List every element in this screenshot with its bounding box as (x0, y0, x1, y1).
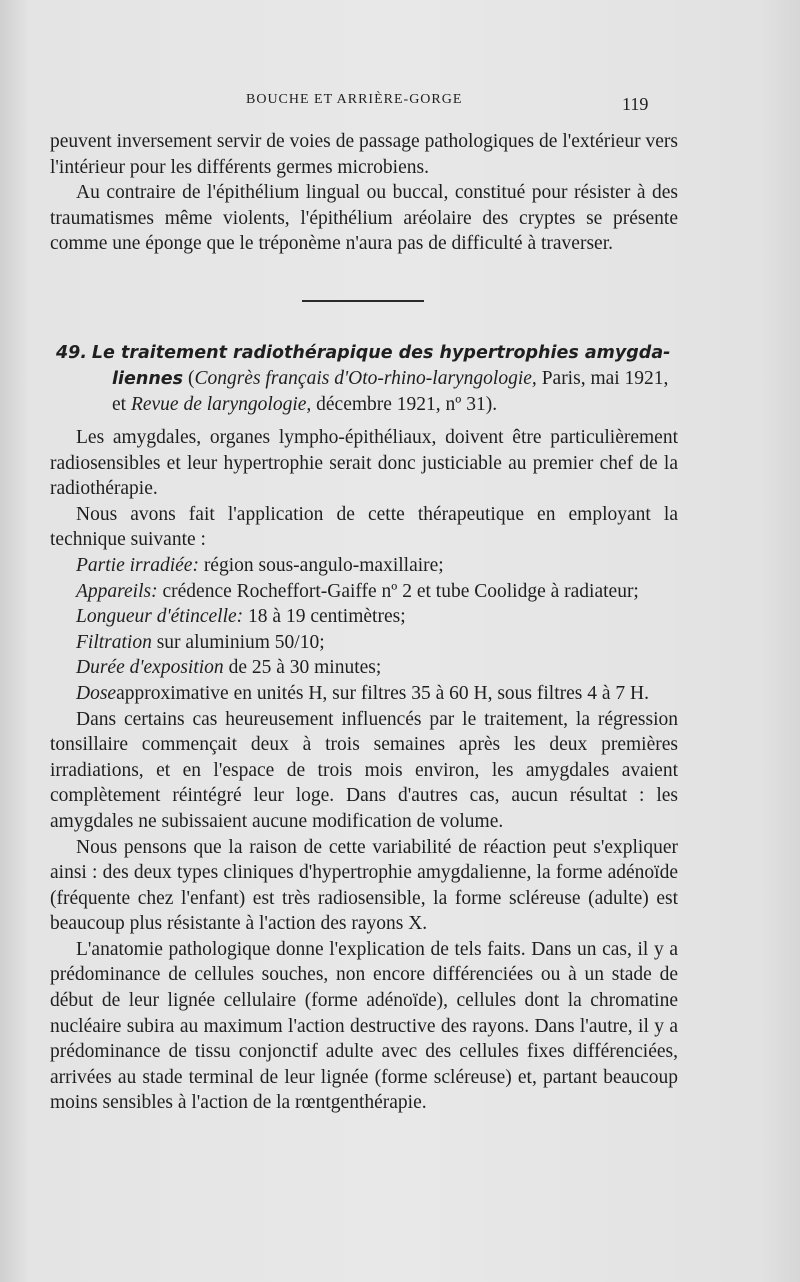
technique-label: Filtration (76, 631, 152, 653)
intro-paragraph-1: peuvent inversement servir de voies de passage pathologiques de l'extérieur vers l'intérieur pour les différents germes microbiens. (50, 131, 678, 178)
reference-journal-date: décembre 1921, nº 31). (316, 394, 498, 415)
article-title-part-1: Le traitement radiothérapique des hypertrophies amygda- (91, 343, 671, 363)
reference-congress-place: Paris, mai 1921, (541, 368, 669, 389)
technique-item-dose (50, 681, 678, 707)
intro-text (50, 129, 678, 257)
reference-congress: Congrès français d'Oto-rhino-laryngologie, (194, 368, 537, 389)
technique-text: région sous-angulo-maxillaire; (203, 554, 444, 576)
body-paragraph-1: Les amygdales, organes lympho-épithéliaux, doivent être particulièrement radiosensibles et leur hypertrophie serait donc justiciable au premier chef de la radiothérapie. (50, 427, 678, 500)
technique-label: Dose (76, 682, 117, 704)
technique-text: crédence Rocheffort-Gaiffe nº 2 et tube Coolidge à radiateur; (162, 580, 639, 602)
technique-item-irradiated-area (50, 553, 678, 579)
article-heading (56, 340, 678, 418)
technique-label: Appareils: (76, 580, 158, 602)
technique-label: Longueur d'étincelle: (76, 606, 244, 628)
article-body (50, 425, 678, 1116)
article-title-part-2: liennes (112, 369, 184, 389)
reference-open: ( (187, 368, 195, 389)
article-heading-line-1 (56, 340, 678, 366)
section-separator (302, 300, 424, 302)
article-heading-line-2 (56, 366, 678, 392)
article-heading-line-3 (56, 392, 678, 418)
page-number: 119 (622, 94, 649, 114)
technique-text: de 25 à 30 minutes; (228, 657, 382, 679)
technique-text: approximative en unités H, sur filtres 35 à 60 H, sous filtres 4 à 7 H. (116, 682, 649, 704)
running-head (0, 92, 800, 116)
running-title: BOUCHE ET ARRIÈRE-GORGE (246, 92, 463, 107)
body-paragraph-2: Nous avons fait l'application de cette thérapeutique en employant la technique suivante : (50, 503, 678, 551)
reference-and: et (112, 394, 127, 415)
reference-journal: Revue de laryngologie, (130, 394, 312, 415)
technique-label: Partie irradiée: (76, 554, 199, 576)
article-number: 49. (56, 343, 88, 363)
technique-item-exposure-duration (50, 655, 678, 681)
body-paragraph-3: Dans certains cas heureusement influencés par le traitement, la régression tonsillaire commençait deux à trois semaines après les deux premières irradiations, et en l'espace de trois mois environ, les amygdales avaient complètement réintégré leur loge. Dans d'autres cas, aucun résultat : les amygdales ne subissaient aucune modification de volume. (50, 708, 678, 832)
technique-item-filtration (50, 630, 678, 656)
technique-text: sur aluminium 50/10; (156, 631, 325, 653)
technique-label: Durée d'exposition (76, 657, 224, 679)
intro-paragraph-2: Au contraire de l'épithélium lingual ou buccal, constitué pour résister à des traumatismes même violents, l'épithélium aréolaire des cryptes se présente comme une éponge que le tréponème n'aura pas de difficulté à traverser. (50, 182, 678, 255)
body-paragraph-4: Nous pensons que la raison de cette variabilité de réaction peut s'expliquer ainsi : des deux types cliniques d'hypertrophie amygdalienne, la forme adénoïde (fréquente chez l'enfant) est très radiosensible, la forme scléreuse (adulte) est beaucoup plus résistante à l'action des rayons X. (50, 836, 678, 935)
body-paragraph-5: L'anatomie pathologique donne l'explication de tels faits. Dans un cas, il y a prédominance de cellules souches, non encore différenciées ou à un stade de début de leur lignée cellulaire (forme adénoïde), cellules dont la chromatine nucléaire subira au maximum l'action destructive des rayons. Dans l'autre, il y a prédominance de tissu conjonctif adulte avec des cellules fixes différenciées, arrivées au stade terminal de leur lignée (forme scléreuse) et, partant beaucoup moins sensibles à l'action de la rœntgenthérapie. (50, 938, 678, 1114)
technique-item-spark-length (50, 604, 678, 630)
technique-item-apparatus (50, 579, 678, 605)
technique-text: 18 à 19 centimètres; (248, 606, 406, 628)
